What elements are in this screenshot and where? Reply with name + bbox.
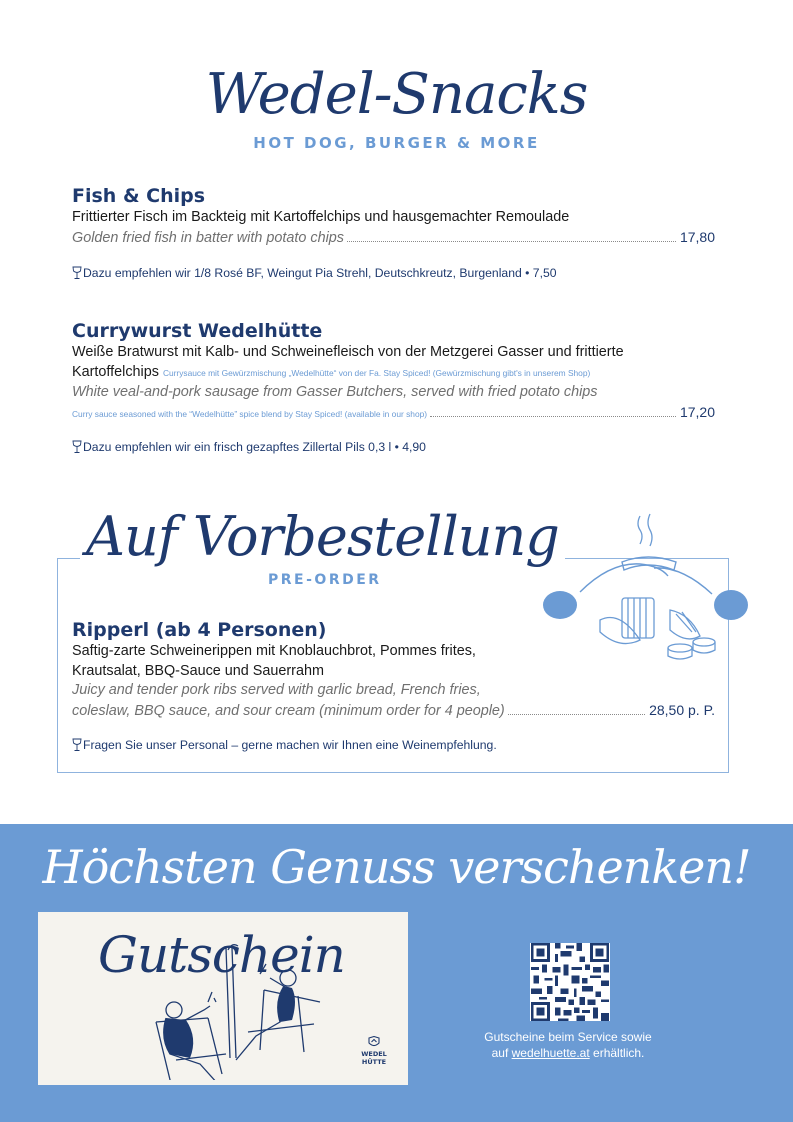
wine-glass-icon: [72, 440, 82, 454]
page-title: Wedel-Snacks: [205, 62, 588, 127]
menu-item-fish-chips: [72, 184, 715, 248]
dish-note-de: Currysauce mit Gewürzmischung „Wedelhütte“ von der Fa. Stay Spiced! (Gewürzmischung gibt's in unserem Shop): [162, 367, 591, 378]
dish-description-de-line2: [72, 363, 715, 384]
dish-description-en: Juicy and tender pork ribs served with garlic bread, French fries,: [72, 682, 481, 698]
dish-price: 28,50 p. P.: [649, 701, 715, 718]
wedelhuette-logo: [354, 1036, 394, 1066]
dish-description-de: Weiße Bratwurst mit Kalb- und Schweinefleisch von der Metzgerei Gasser und frittierte: [72, 344, 624, 360]
voucher-card: [38, 912, 408, 1085]
page-subtitle: HOT DOG, BURGER & MORE: [253, 134, 540, 152]
logo-line-2: HÜTTE: [361, 1058, 387, 1066]
gift-info-suffix: erhältlich.: [589, 1046, 645, 1060]
dish-note-en: Curry sauce seasoned with the “Wedelhütte” spice blend by Stay Spiced! (available in our shop): [72, 408, 428, 419]
dish-price-line: [72, 701, 715, 722]
recommendation-text: Fragen Sie unser Personal – gerne machen wir Ihnen eine Weinempfehlung.: [83, 738, 497, 752]
recommendation-text: Dazu empfehlen wir 1/8 Rosé BF, Weingut Pia Strehl, Deutschkreutz, Burgenland • 7,50: [83, 266, 557, 280]
wine-glass-icon: [72, 266, 82, 280]
qr-code-icon[interactable]: [530, 943, 610, 1021]
menu-item-ripperl: [72, 618, 715, 721]
preorder-title: Auf Vorbestellung: [80, 505, 565, 568]
dish-price-line: [72, 228, 715, 249]
gift-info: [438, 1029, 698, 1061]
preorder-subtitle: PRE-ORDER: [268, 572, 382, 588]
wine-glass-icon: [72, 738, 82, 752]
gift-info-line-2: [438, 1045, 698, 1061]
dish-description-de: Saftig-zarte Schweinerippen mit Knoblauchbrot, Pommes frites,: [72, 643, 476, 659]
dish-description-de-cont: Kartoffelchips: [72, 363, 159, 380]
gift-title: Höchsten Genuss verschenken!: [42, 840, 751, 894]
dish-price: 17,80: [679, 228, 715, 245]
dish-name: Ripperl (ab 4 Personen): [72, 619, 327, 641]
dish-description-en: Golden fried fish in batter with potato chips: [72, 229, 344, 246]
dish-description-en: White veal-and-pork sausage from Gasser Butchers, served with fried potato chips: [72, 384, 598, 400]
voucher-title: Gutschein: [98, 926, 345, 984]
beer-recommendation: [72, 440, 426, 454]
dish-description-de: Frittierter Fisch im Backteig mit Kartoffelchips und hausgemachter Remoulade: [72, 209, 570, 225]
menu-item-currywurst: [72, 319, 715, 424]
dot-leader: [430, 416, 676, 417]
gift-info-line-1: Gutscheine beim Service sowie: [484, 1030, 652, 1044]
wedelhuette-logo-icon: [368, 1036, 380, 1048]
dot-leader: [508, 714, 645, 715]
logo-line-1: WEDEL: [361, 1050, 387, 1058]
dish-price: 17,20: [679, 403, 715, 420]
dish-description-de-cont: Krautsalat, BBQ-Sauce und Sauerrahm: [72, 662, 324, 679]
dish-description-en-cont: coleslaw, BBQ sauce, and sour cream (minimum order for 4 people): [72, 702, 505, 719]
dish-price-line: [72, 403, 715, 425]
gift-info-prefix: auf: [491, 1046, 512, 1060]
dish-name: Currywurst Wedelhütte: [72, 320, 323, 342]
dish-name: Fish & Chips: [72, 185, 206, 207]
website-link[interactable]: wedelhuette.at: [511, 1046, 590, 1060]
recommendation-text: Dazu empfehlen wir ein frisch gezapftes Zillertal Pils 0,3 l • 4,90: [83, 440, 426, 454]
wine-recommendation: [72, 266, 557, 280]
wine-advice: [72, 738, 497, 752]
dot-leader: [347, 241, 676, 242]
